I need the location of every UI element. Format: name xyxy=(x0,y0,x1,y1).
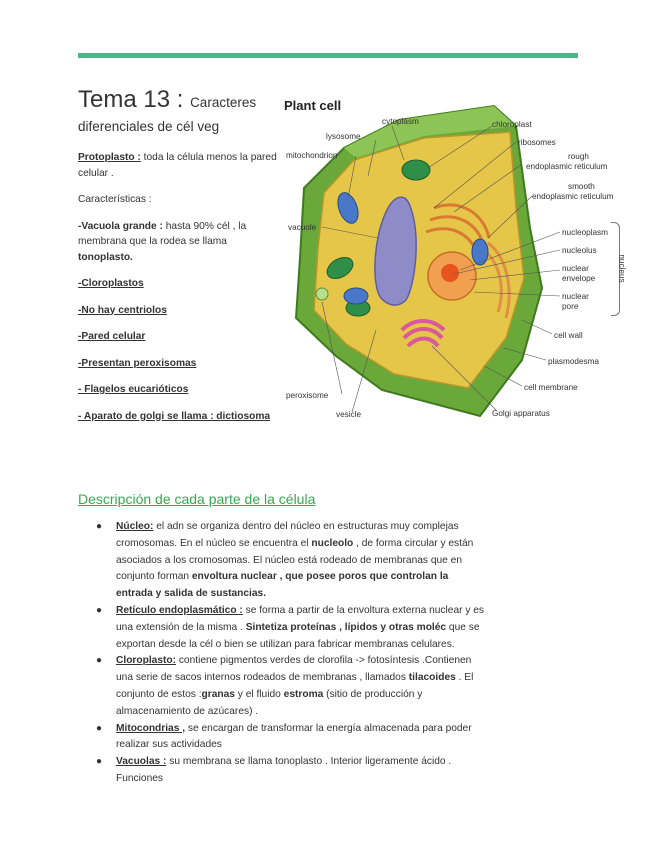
label-plasmodesma: plasmodesma xyxy=(548,357,599,366)
protoplasto-text: toda la célula menos la pared celular . xyxy=(78,152,277,179)
label-nucleus: nucleus xyxy=(617,254,627,283)
term-vacuolas: Vacuolas : xyxy=(116,756,167,768)
figure-title: Plant cell xyxy=(284,98,342,113)
plant-cell-figure xyxy=(284,98,634,428)
item-peroxisomas: -Presentan peroxisomas xyxy=(78,357,197,369)
label-nuclear-pore-1: nuclear xyxy=(562,292,589,301)
list-item-vacuolas xyxy=(96,754,486,788)
title-line2: diferenciales de cél veg xyxy=(78,119,220,134)
list-item-reticulo xyxy=(96,603,486,653)
vacuola-paragraph xyxy=(78,219,278,266)
protoplasto-paragraph xyxy=(78,150,278,181)
reticulo-bold-1: Sintetiza proteínas , lípidos y otras moléc xyxy=(245,621,447,633)
vacuola-text: hasta 90% cél , la membrana que la rodea se llama xyxy=(78,220,247,247)
term-mitocondrias: Mitocondrias , xyxy=(116,722,186,734)
nucleo-text-1: el adn se organiza dentro del núcleo en estructuras muy complejas cromosomas. En el núcleo se encuentra el xyxy=(116,521,459,549)
item-flagelos: - Flagelos eucarióticos xyxy=(78,384,189,395)
label-vesicle: vesicle xyxy=(336,410,362,419)
nucleo-text-2: , de forma circular y están asociados a los cromosomas. El núcleo está rodeado de membranas que en conjunto forman xyxy=(116,537,474,583)
label-lysosome: lysosome xyxy=(326,132,361,141)
label-nuclear-envelope-2: envelope xyxy=(562,274,596,283)
label-nuclear-envelope-1: nuclear xyxy=(562,264,589,273)
list-item-nucleo xyxy=(96,519,486,603)
item-cloroplastos: -Cloroplastos xyxy=(78,278,144,289)
top-divider xyxy=(78,53,578,58)
label-mitochondrion: mitochondrion xyxy=(286,151,338,160)
label-cell-wall: cell wall xyxy=(554,331,583,340)
protoplasto-term: Protoplasto : xyxy=(78,152,141,163)
label-vacuole: vacuole xyxy=(288,223,317,232)
bullet-icon: ● xyxy=(96,722,103,734)
list-item-cloroplasto xyxy=(96,653,486,720)
characteristics-column xyxy=(78,150,278,435)
label-rough-er-2: endoplasmic reticulum xyxy=(526,162,608,171)
title-main: Tema 13 : xyxy=(78,86,191,113)
caracteristicas-heading: Características : xyxy=(78,194,152,205)
list-item-mitocondrias xyxy=(96,721,486,755)
cloroplasto-text-1: contiene pigmentos verdes de clorofila -> fotosíntesis .Contienen una serie de sacos internos rodeados de membranas , llamados xyxy=(116,655,472,684)
label-nuclear-pore-2: pore xyxy=(562,302,579,311)
term-cloroplasto: Cloroplasto: xyxy=(116,655,176,667)
vacuolas-text: su membrana se llama tonoplasto . Interior ligeramente ácido . Funciones xyxy=(116,756,452,784)
label-ribosomes: ribosomes xyxy=(518,138,556,147)
label-smooth-er-2: endoplasmic reticulum xyxy=(532,192,614,201)
reticulo-text-2: que se exportan desde la cél o bien se utilizan para fabricar membranas celulares. xyxy=(116,621,480,650)
item-pared-celular: -Pared celular xyxy=(78,331,146,342)
mitocondrias-text: se encargan de transformar la energía almacenada para poder realizar sus actividades xyxy=(116,722,472,751)
term-reticulo: Retículo endoplasmático : xyxy=(116,604,243,616)
cloroplasto-text-4: (sitio de producción y almacenamiento de azúcares) . xyxy=(116,688,423,717)
label-peroxisome: peroxisome xyxy=(286,391,329,400)
plant-cell-illustration xyxy=(284,98,634,428)
vacuola-end: tonoplasto. xyxy=(78,251,133,263)
term-nucleo: Núcleo: xyxy=(116,521,154,532)
label-cell-membrane: cell membrane xyxy=(524,383,578,392)
label-nucleoplasm: nucleoplasm xyxy=(562,228,608,237)
cloroplasto-bold-1: tilacoides xyxy=(408,672,456,684)
cloroplasto-text-3: y el fluido xyxy=(234,688,284,700)
label-nucleolus: nucleolus xyxy=(562,246,597,255)
bullet-icon: ● xyxy=(96,604,103,616)
item-centriolos: -No hay centriolos xyxy=(78,304,167,316)
description-list xyxy=(96,519,486,788)
page-title xyxy=(78,86,278,134)
bullet-icon: ● xyxy=(96,756,103,768)
reticulo-text-1: se forma a partir de la envoltura externa nuclear y es una extensión de la misma . xyxy=(116,604,485,633)
label-rough-er-1: rough xyxy=(568,152,589,161)
vacuola-term: -Vacuola grande : xyxy=(78,220,163,232)
cloroplasto-text-2: . El conjunto de estos : xyxy=(116,672,474,700)
label-chloroplast: chloroplast xyxy=(492,120,532,129)
nucleo-bold-1: nucleolo xyxy=(311,537,354,549)
label-golgi-apparatus: Golgi apparatus xyxy=(492,409,550,418)
cloroplasto-bold-3: estroma xyxy=(283,688,324,700)
label-cytoplasm: cytoplasm xyxy=(382,117,419,126)
title-subtitle: Caracteres xyxy=(190,95,257,110)
bullet-icon: ● xyxy=(96,655,103,667)
cloroplasto-bold-2: granas xyxy=(201,688,235,700)
nucleo-bold-2: envoltura nuclear , que posee poros que controlan la entrada y salida de sustancias. xyxy=(116,571,449,600)
item-golgi: - Aparato de golgi se llama : dictiosoma xyxy=(78,410,271,422)
bullet-icon: ● xyxy=(96,521,103,532)
label-smooth-er-1: smooth xyxy=(568,182,595,191)
section-title: Descripción de cada parte de la célula xyxy=(78,491,316,507)
